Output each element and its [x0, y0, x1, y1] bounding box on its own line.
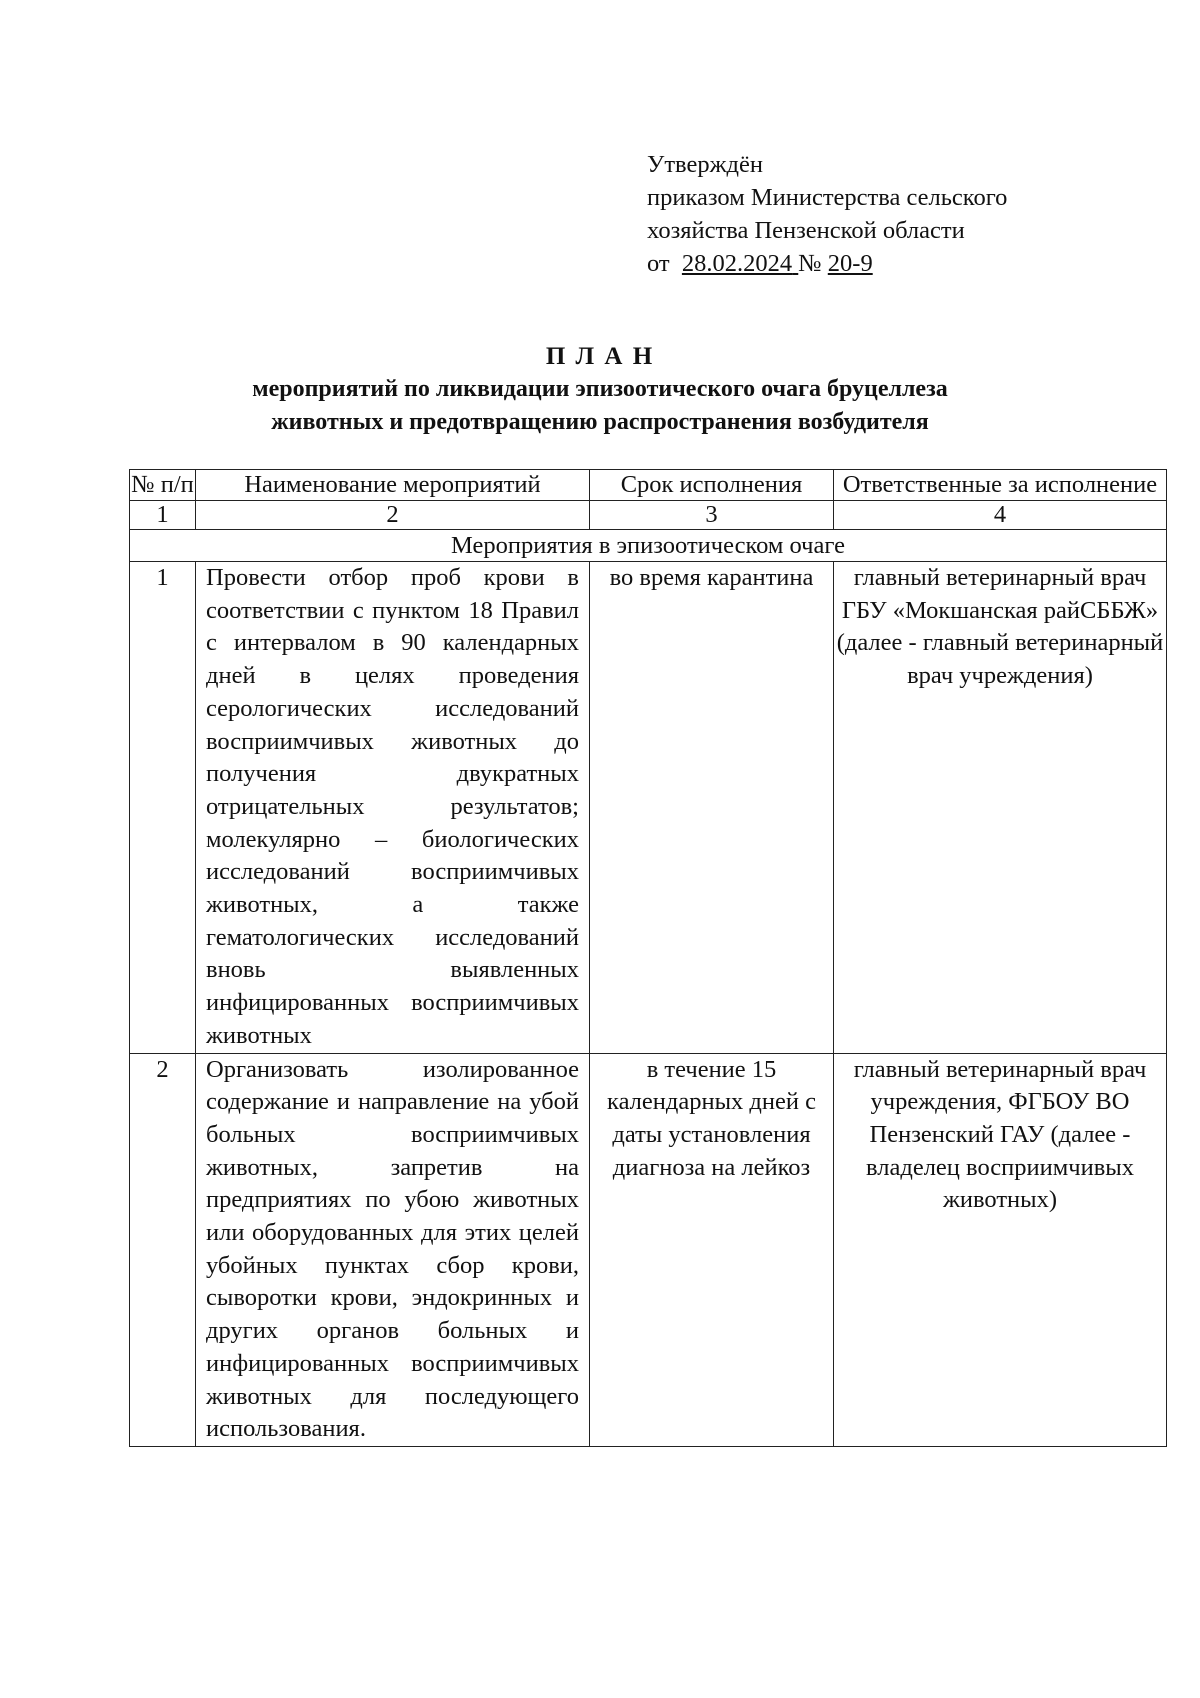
approval-line: хозяйства Пензенской области	[647, 217, 965, 244]
row-term: во время карантина	[590, 562, 834, 1054]
row-responsible: главный ветеринарный врач учреждения, ФГБОУ ВО Пензенский ГАУ (далее - владелец восприимчивых животных)	[834, 1053, 1167, 1446]
approval-line: приказом Министерства сельского	[647, 184, 1008, 211]
approval-line: Утверждён	[647, 151, 763, 178]
header-term: Срок исполнения	[590, 470, 834, 501]
section-title: Мероприятия в эпизоотическом очаге	[130, 530, 1167, 562]
document-title	[0, 340, 1200, 439]
row-number: 1	[130, 562, 196, 1054]
row-responsible: главный ветеринарный врач ГБУ «Мокшанская райСББЖ» (далее - главный ветеринарный врач учреждения)	[834, 562, 1167, 1054]
approval-date: 28.02.2024	[681, 250, 793, 277]
column-number: 1	[130, 501, 196, 530]
plan-table	[129, 469, 1167, 1447]
table-row	[130, 1053, 1167, 1446]
approval-block	[647, 148, 1007, 280]
title-line: животных и предотвращению распространения возбудителя	[271, 409, 929, 435]
row-term: в течение 15 календарных дней с даты установления диагноза на лейкоз	[590, 1053, 834, 1446]
column-number: 2	[196, 501, 590, 530]
header-name: Наименование мероприятий	[196, 470, 590, 501]
title-line: мероприятий по ликвидации эпизоотического очага бруцеллеза	[252, 376, 948, 402]
row-activity: Провести отбор проб крови в соответствии с пунктом 18 Правил с интервалом в 90 календарных дней в целях проведения серологических исследований восприимчивых животных до получения двукратных отрицательных результатов; молекулярно – биологических исследований восприимчивых животных, а также гематологических исследований вновь выявленных инфицированных восприимчивых животных	[196, 562, 590, 1054]
row-activity: Организовать изолированное содержание и направление на убой больных восприимчивых животных, запретив на предприятиях по убою животных или оборудованных для этих целей убойных пунктах сбор крови, сыворотки крови, эндокринных и других органов больных и инфицированных восприимчивых животных для последующего использования.	[196, 1053, 590, 1446]
row-number: 2	[130, 1053, 196, 1446]
table-header-row	[130, 470, 1167, 501]
column-number: 4	[834, 501, 1167, 530]
column-number: 3	[590, 501, 834, 530]
approval-number-sign: №	[798, 250, 822, 277]
section-row	[130, 530, 1167, 562]
table-row	[130, 562, 1167, 1054]
approval-date-line	[647, 247, 1007, 280]
column-number-row	[130, 501, 1167, 530]
title-heading: П Л А Н	[545, 343, 655, 370]
header-no: № п/п	[130, 470, 196, 501]
header-responsible: Ответственные за исполнение	[834, 470, 1167, 501]
approval-prefix: от	[647, 250, 670, 277]
approval-number: 20-9	[827, 250, 873, 277]
